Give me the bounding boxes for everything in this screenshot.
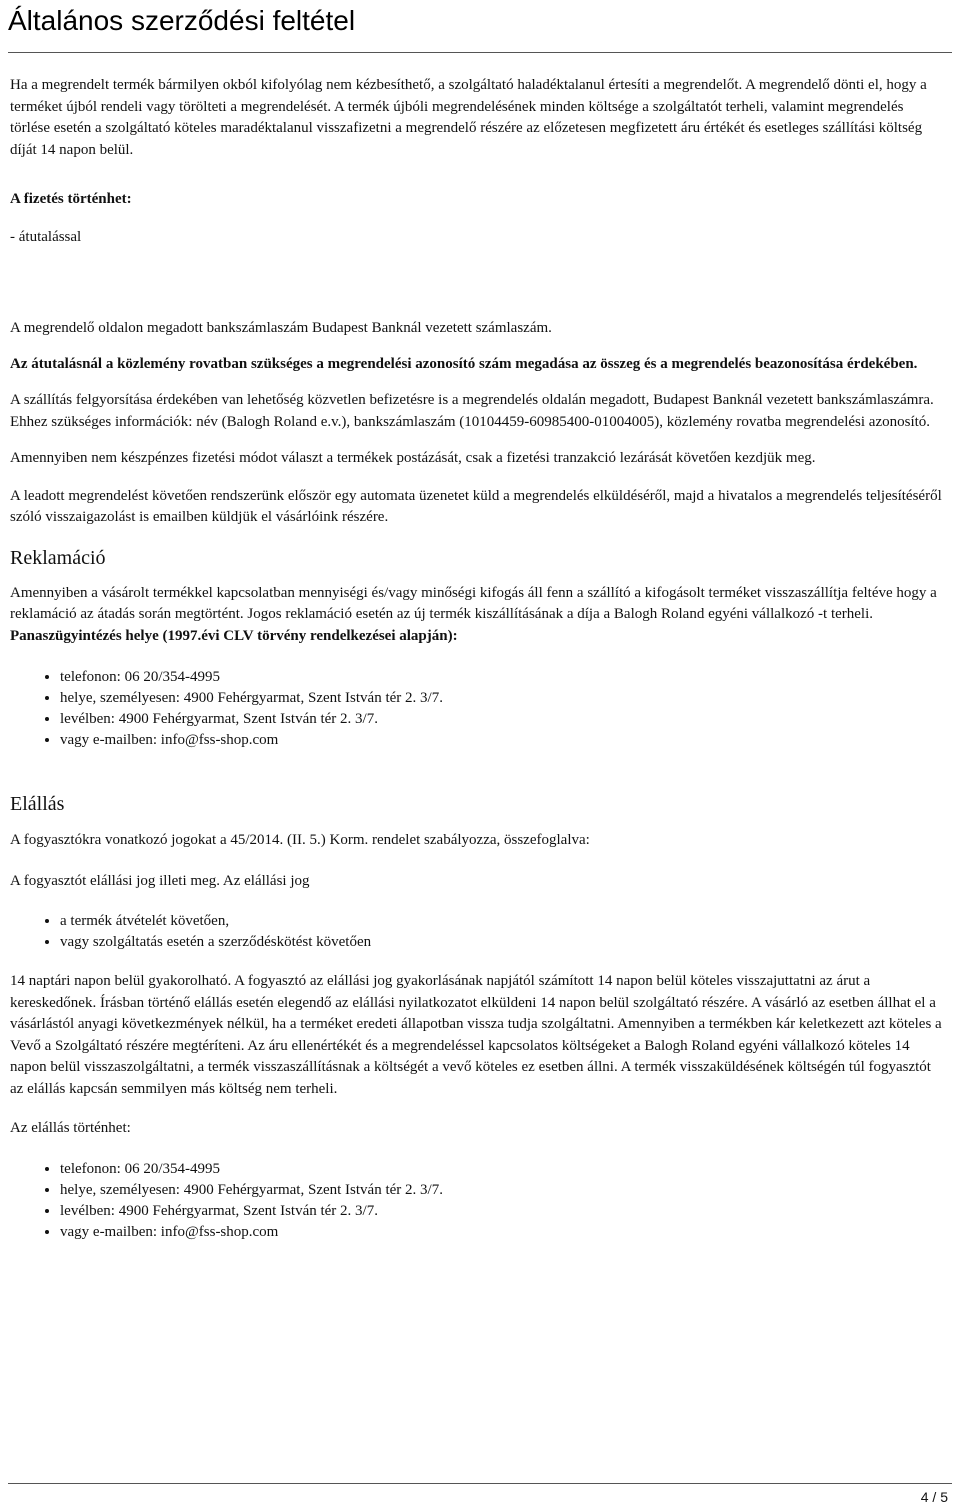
payment-heading-text: A fizetés történhet: [10, 191, 132, 207]
list-item: • vagy e-mailben: info@fss-shop.com [60, 730, 945, 751]
list-item: • levélben: 4900 Fehérgyarmat, Szent István tér 2. 3/7. [60, 709, 945, 730]
speedup-note: A szállítás felgyorsítása érdekében van lehetőség közvetlen befizetésre is a megrendelés oldalán megadott, Budapest Banknál vezetett bankszámlaszámra. Ehhez szükséges információk: név (Balogh Roland e.v.), bankszámlaszám (10104459-60985400-01004005), közlemény rovatba megrendelési azonosító. [10, 392, 934, 430]
regulation-note: A fogyasztókra vonatkozó jogokat a 45/2014. (II. 5.) Korm. rendelet szabályozza, összefoglalva: [10, 832, 590, 848]
withdrawal-heading: Elállás [10, 793, 65, 815]
transfer-note-text: Az átutalásnál a közlemény rovatban szükséges a megrendelési azonosító szám megadása az összeg és a megrendelés beazonosítása érdekében. [10, 355, 918, 372]
confirmation-note: A leadott megrendelést követően rendszerünk először egy automata üzenetet küld a megrendelés elküldéséről, majd a hivatalos a megrendelés teljesítéséről szóló visszaigazolást is emailben küldjük el vásárlóink részére. [10, 487, 942, 525]
transfer-note [10, 354, 945, 376]
list-item: • telefonon: 06 20/354-4995 [60, 667, 945, 688]
complaint-heading: Reklamáció [10, 546, 106, 569]
complaint-handling-heading-text: Panaszügyintézés helye (1997.évi CLV törvény rendelkezései alapján): [10, 627, 458, 644]
non-cash-note: Amennyiben nem készpénzes fizetési módot választ a termékek postázását, csak a fizetési tranzakció lezárását követően kezdjük meg. [10, 450, 816, 466]
list-item: • telefonon: 06 20/354-4995 [60, 1159, 945, 1180]
withdrawal-details-paragraph: 14 naptári napon belül gyakorolható. A fogyasztó az elállási jog gyakorlásának napjától számított 14 napon belül köteles visszajuttatni az árut a kereskedőnek. Írásban történő elállás esetén elegendő az elállási nyilatkozatot elküldeni 14 napon belül szolgáltató részére. A vásárló az esetben állhat el a vásárlástól anyagi következmények nélkül, ha a terméket eredeti állapotban vissza tudja szolgáltatni. Amennyiben a termékben kár keletkezett azt köteles a Vevő a Szolgáltató részére megtéríteni. Az áru ellenértékét és a megrendeléssel kapcsolatos költségeket a Balogh Roland egyéni vállalkozó köteles 14 napon belül visszaszolgáltatni, a termék visszaszállításnak a költségét a vevő köteles ez esetben állni. A termék visszaküldésének költségén túl fogyasztót az elállás kapcsán semmilyen más költség nem terheli. [10, 973, 942, 1097]
list-item: • vagy szolgáltatás esetén a szerződéskötést követően [60, 932, 945, 953]
complaint-paragraph: Amennyiben a vásárolt termékkel kapcsolatban mennyiségi és/vagy minőségi kifogás áll fenn a szállító a kifogásolt terméket visszaszállítja feltéve hogy a reklamáció az átadás során megtörtént. Jogos reklamáció esetén az új termék kiszállításának a díja a Balogh Roland egyéni vállalkozó -t terheli. [10, 584, 937, 622]
withdrawal-contact-list [10, 1159, 945, 1243]
intro-paragraph: Ha a megrendelt termék bármilyen okból kifolyólag nem kézbesíthető, a szolgáltató haladéktalanul értesíti a megrendelőt. A megrendelő dönti el, hogy a terméket újból rendeli vagy törölteti a megrendelését. A termék újbóli megrendelésének minden költsége a szolgáltatót terheli, valamint megrendelés törlése esetén a szolgáltató köteles maradéktalanul visszafizetni a megrendelő részére az előzetesen megfizetett áru értékét és esetleges szállítási költség díját 14 napon belül. [10, 77, 927, 158]
document-body [10, 75, 945, 1243]
withdrawal-how-heading: Az elállás történhet: [10, 1120, 131, 1136]
list-item: • vagy e-mailben: info@fss-shop.com [60, 1222, 945, 1243]
list-item: • levélben: 4900 Fehérgyarmat, Szent István tér 2. 3/7. [60, 1201, 945, 1222]
footer-divider [8, 1483, 952, 1484]
bank-account-note: A megrendelő oldalon megadott bankszámlaszám Budapest Banknál vezetett számlaszám. [10, 320, 552, 336]
payment-heading [10, 189, 945, 211]
complaint-handling-heading [10, 626, 945, 648]
title-divider [8, 52, 952, 53]
withdrawal-conditions-list [10, 911, 945, 953]
payment-method: - átutalással [10, 228, 82, 245]
list-item: • helye, személyesen: 4900 Fehérgyarmat, Szent István tér 2. 3/7. [60, 1180, 945, 1201]
page-title: Általános szerződési feltétel [8, 5, 356, 36]
page-number: 4 / 5 [920, 1489, 948, 1505]
list-item: • a termék átvételét követően, [60, 911, 945, 932]
withdrawal-right-intro: A fogyasztót elállási jog illeti meg. Az elállási jog [10, 872, 310, 889]
complaint-contact-list [10, 667, 945, 751]
list-item: • helye, személyesen: 4900 Fehérgyarmat, Szent István tér 2. 3/7. [60, 688, 945, 709]
